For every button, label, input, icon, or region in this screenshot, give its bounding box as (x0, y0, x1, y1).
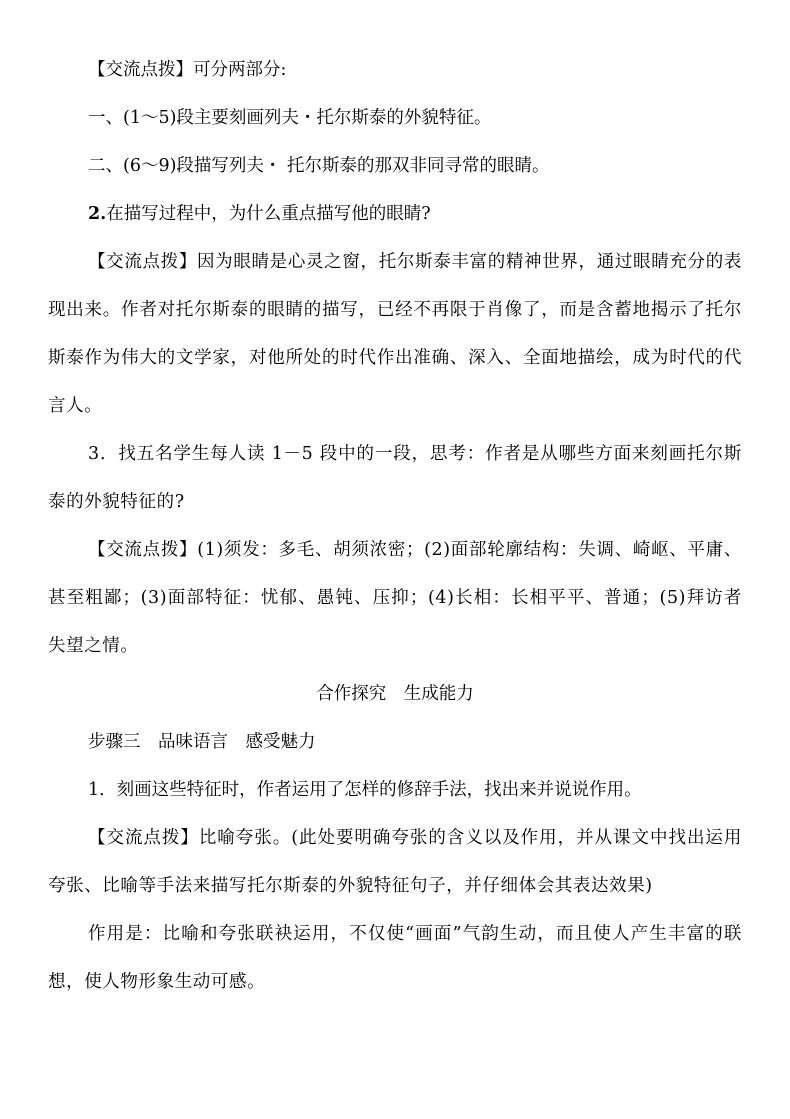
exchange-tip-heading: 【交流点拨】可分两部分: (88, 60, 287, 80)
question-three-paragraph: 3．找五名学生每人读 1－5 段中的一段，思考：作者是从哪些方面来刻画托尔斯泰的外貌特征的? (48, 444, 742, 512)
question-three-block (48, 430, 742, 526)
part-two: 二、(6～9)段描写列夫・ 托尔斯泰的那双非同寻常的眼睛。 (88, 156, 550, 176)
step-three-heading: 步骤三 品味语言 感受魅力 (88, 732, 316, 752)
section-title: 合作探究 生成能力 (316, 684, 474, 704)
part-one: 一、(1～5)段主要刻画列夫・托尔斯泰的外貌特征。 (88, 108, 492, 128)
answer-three-block (48, 526, 742, 670)
answer-one-paragraph: 【交流点拨】比喻夸张。(此处要明确夸张的含义以及作用，并从课文中找出运用夸张、比喻等手法来描写托尔斯泰的外貌特征句子，并仔细体会其表达效果) (48, 828, 742, 896)
question-one: 1．刻画这些特征时，作者运用了怎样的修辞手法，找出来并说说作用。 (88, 780, 642, 800)
question-two-number: 2. (88, 204, 107, 224)
effect-block (48, 910, 742, 1006)
effect-paragraph: 作用是：比喻和夸张联袂运用，不仅使“画面”气韵生动，而且使人产生丰富的联想，使人物形象生动可感。 (48, 924, 742, 992)
question-two-text: 在描写过程中，为什么重点描写他的眼睛? (106, 204, 431, 224)
answer-one-block (48, 814, 742, 910)
answer-two-paragraph: 【交流点拨】因为眼睛是心灵之窗，托尔斯泰丰富的精神世界，通过眼睛充分的表现出来。作者对托尔斯泰的眼睛的描写，已经不再限于肖像了，而是含蓄地揭示了托尔斯泰作为伟大的文学家，对他所处的时代作出准确、深入、全面地描绘，成为时代的代言人。 (48, 252, 742, 416)
answer-three-paragraph: 【交流点拨】(1)须发：多毛、胡须浓密；(2)面部轮廓结构：失调、崎岖、平庸、甚至粗鄙；(3)面部特征：忧郁、愚钝、压抑；(4)长相：长相平平、普通；(5)拜访者失望之情。 (48, 540, 742, 656)
answer-two-block (48, 238, 742, 430)
question-two (48, 202, 742, 226)
